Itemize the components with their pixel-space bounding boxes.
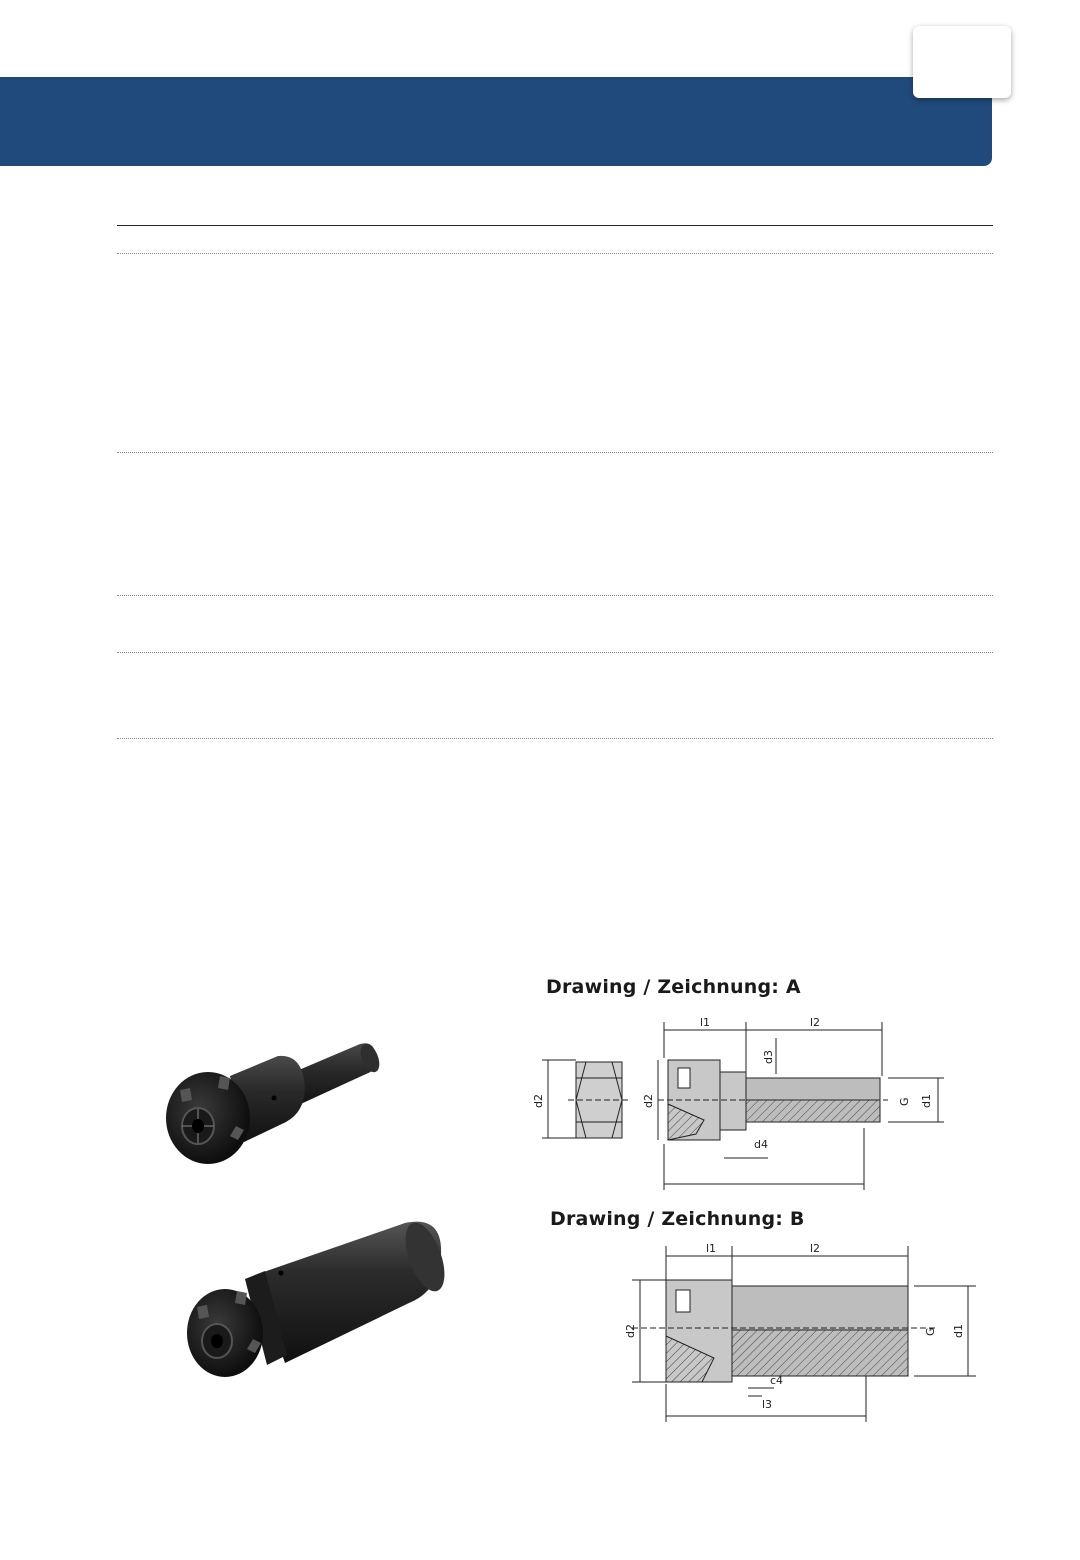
dim-d4: d4 bbox=[754, 1138, 768, 1151]
dim-d2-b: d2 bbox=[624, 1324, 637, 1338]
drawing-a bbox=[528, 1008, 948, 1198]
dim-d1-b: d1 bbox=[952, 1324, 965, 1338]
dim-d2-side: d2 bbox=[532, 1094, 545, 1108]
table-row-divider bbox=[117, 253, 993, 254]
drawing-a-title: Drawing / Zeichnung: A bbox=[546, 976, 801, 998]
table-top-rule bbox=[117, 225, 993, 226]
dim-g: G bbox=[898, 1097, 911, 1106]
dim-l2: l2 bbox=[810, 1016, 821, 1029]
collet-chuck-short-shank-photo bbox=[160, 1030, 390, 1180]
dim-l2-b: l2 bbox=[810, 1242, 821, 1255]
table-row-divider bbox=[117, 738, 993, 739]
table-row-divider bbox=[117, 595, 993, 596]
collet-chuck-long-body-photo bbox=[185, 1215, 450, 1395]
dim-d3: d3 bbox=[762, 1050, 775, 1064]
dim-d2: d2 bbox=[642, 1094, 655, 1108]
dim-g-b: G bbox=[924, 1327, 937, 1336]
header-band bbox=[0, 77, 992, 166]
dim-l3-b: l3 bbox=[762, 1398, 773, 1411]
dim-l1: l1 bbox=[700, 1016, 711, 1029]
drawing-b bbox=[618, 1240, 988, 1430]
drawing-b-title: Drawing / Zeichnung: B bbox=[550, 1208, 805, 1230]
dim-c4-b: c4 bbox=[770, 1374, 784, 1387]
page-number-tab bbox=[913, 26, 1011, 98]
table-row-divider bbox=[117, 652, 993, 653]
dim-d1: d1 bbox=[920, 1094, 933, 1108]
dim-l1-b: l1 bbox=[706, 1242, 717, 1255]
table-row-divider bbox=[117, 452, 993, 453]
